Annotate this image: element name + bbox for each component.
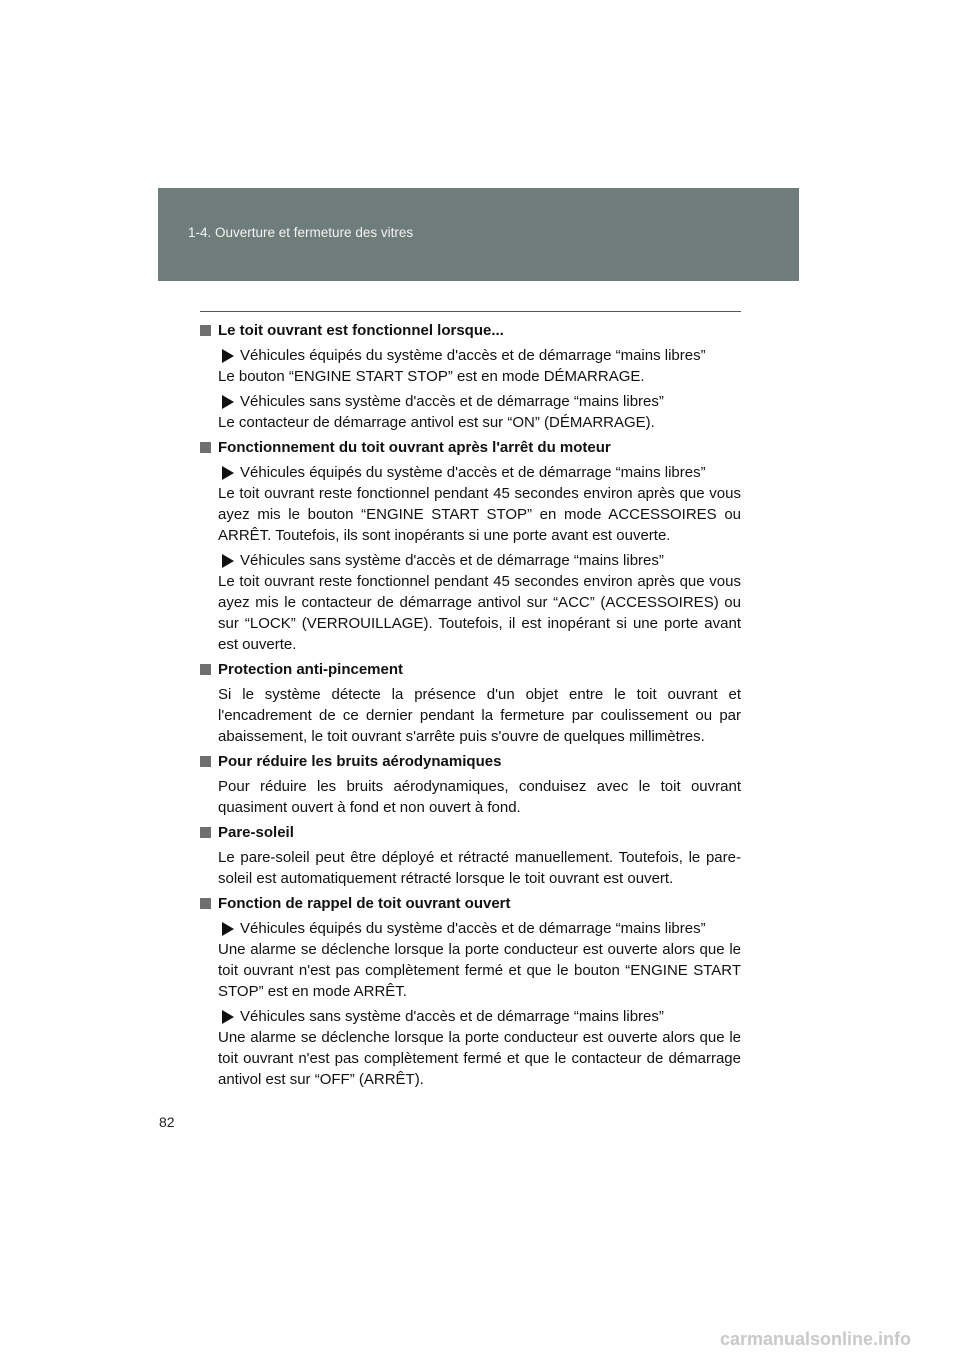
heading-text: Pare-soleil [218,824,294,841]
chapter-title: 1-4. Ouverture et fermeture des vitres [188,225,414,240]
condition-block [218,345,741,387]
section-paragraph: Le pare-soleil peut être déployé et rétracté manuellement. Toutefois, le pare-soleil est automatiquement rétracté lorsque le toit ouvrant est ouvert. [218,849,741,887]
condition-label: Véhicules équipés du système d'accès et de démarrage “mains libres” [218,918,741,939]
condition-block [218,391,741,433]
square-bullet-icon [200,442,211,453]
condition-label: Véhicules sans système d'accès et de démarrage “mains libres” [218,391,741,412]
condition-text: Le contacteur de démarrage antivol est sur “ON” (DÉMARRAGE). [218,414,655,431]
condition-text: Une alarme se déclenche lorsque la porte conducteur est ouverte alors que le toit ouvrant n'est pas complètement fermé et que le contacteur de démarrage antivol est sur “OFF” (ARRÊT). [218,1029,741,1088]
section-anti-pincement [200,659,741,747]
condition-label: Véhicules sans système d'accès et de démarrage “mains libres” [218,550,741,571]
square-bullet-icon [200,827,211,838]
heading-text: Pour réduire les bruits aérodynamiques [218,753,502,770]
section-heading [200,893,741,914]
square-bullet-icon [200,664,211,675]
watermark[interactable]: carmanualsonline.info [720,1329,912,1349]
heading-text: Fonctionnement du toit ouvrant après l'arrêt du moteur [218,439,611,456]
chapter-header [158,188,799,281]
page-number: 82 [159,1114,175,1130]
square-bullet-icon [200,898,211,909]
triangle-arrow-icon [222,922,234,936]
condition-block [218,462,741,546]
heading-text: Protection anti-pincement [218,661,404,678]
section-bruits-aerodynamiques [200,751,741,818]
condition-block [218,1006,741,1090]
triangle-arrow-icon [222,395,234,409]
section-pare-soleil [200,822,741,889]
section-paragraph: Pour réduire les bruits aérodynamiques, conduisez avec le toit ouvrant quasiment ouvert à fond et non ouvert à fond. [218,778,741,816]
section-fonctionnement-apres-arret [200,437,741,655]
square-bullet-icon [200,325,211,336]
main-content [200,320,741,1094]
section-heading [200,751,741,772]
section-heading [200,659,741,680]
section-rappel-toit-ouvert [200,893,741,1090]
section-paragraph: Si le système détecte la présence d'un objet entre le toit ouvrant et l'encadrement de ce dernier pendant la fermeture par coulissement ou par abaissement, le toit ouvrant s'arrête puis s'ouvre de quelques millimètres. [218,686,741,745]
condition-label: Véhicules équipés du système d'accès et de démarrage “mains libres” [218,345,741,366]
section-toit-fonctionnel [200,320,741,433]
section-divider [200,311,741,312]
square-bullet-icon [200,756,211,767]
section-heading [200,822,741,843]
condition-text: Le bouton “ENGINE START STOP” est en mode DÉMARRAGE. [218,368,645,385]
condition-block [218,918,741,1002]
condition-block [218,550,741,655]
condition-text: Le toit ouvrant reste fonctionnel pendant 45 secondes environ après que vous ayez mis le contacteur de démarrage antivol sur “ACC” (ACCESSOIRES) ou sur “LOCK” (VERROUILLAGE). Toutefois, il est inopérant si une porte avant est ouverte. [218,573,741,653]
triangle-arrow-icon [222,1010,234,1024]
condition-text: Une alarme se déclenche lorsque la porte conducteur est ouverte alors que le toit ouvrant n'est pas complètement fermé et que le bouton “ENGINE START STOP” est en mode ARRÊT. [218,941,741,1000]
condition-label: Véhicules sans système d'accès et de démarrage “mains libres” [218,1006,741,1027]
condition-text: Le toit ouvrant reste fonctionnel pendant 45 secondes environ après que vous ayez mis le bouton “ENGINE START STOP” en mode ACCESSOIRES ou ARRÊT. Toutefois, ils sont inopérants si une porte avant est ouverte. [218,485,741,544]
condition-label: Véhicules équipés du système d'accès et de démarrage “mains libres” [218,462,741,483]
section-heading [200,437,741,458]
triangle-arrow-icon [222,349,234,363]
triangle-arrow-icon [222,554,234,568]
triangle-arrow-icon [222,466,234,480]
heading-text: Le toit ouvrant est fonctionnel lorsque... [218,322,504,339]
heading-text: Fonction de rappel de toit ouvrant ouvert [218,895,511,912]
section-heading [200,320,741,341]
